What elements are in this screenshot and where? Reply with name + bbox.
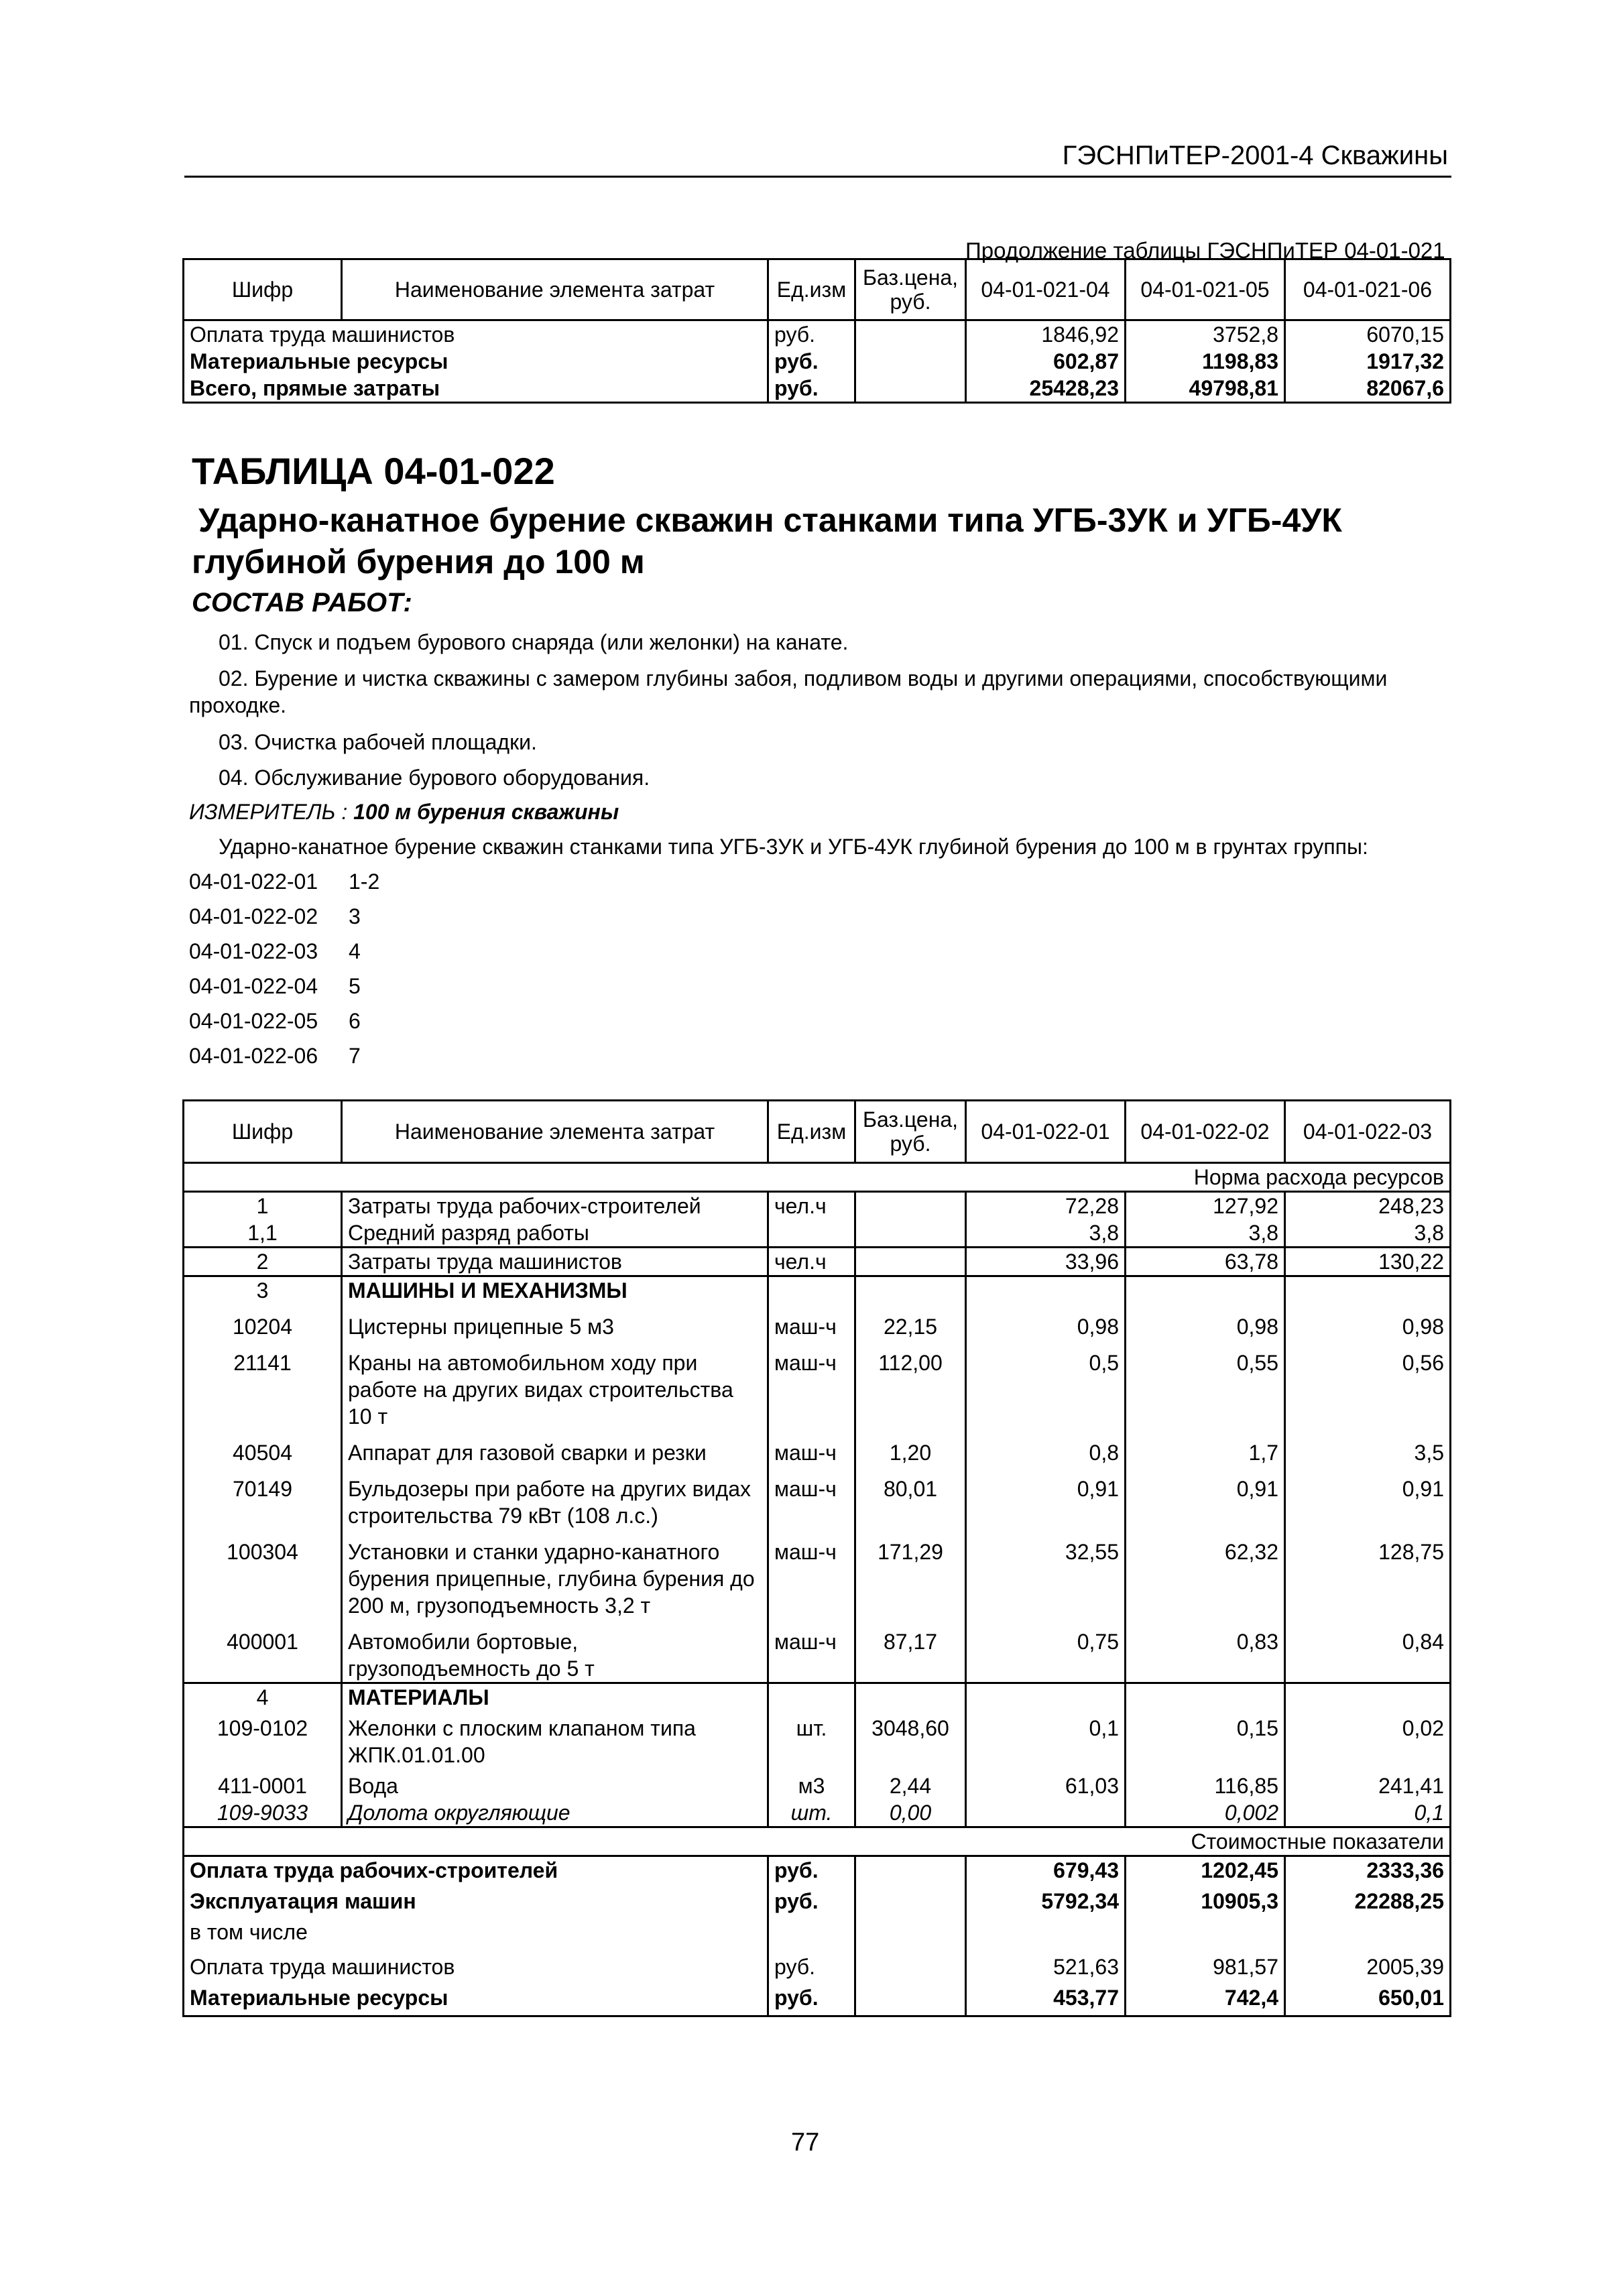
code-value: 04-01-022-04 — [189, 974, 318, 998]
row-price: 87,17 — [855, 1619, 966, 1683]
table-row — [184, 375, 1451, 403]
code-value: 04-01-022-01 — [189, 869, 318, 894]
row-value-1: 5792,34 — [966, 1884, 1126, 1915]
row-value-1: 72,28 — [966, 1192, 1126, 1220]
row-code: 411-0001 — [184, 1768, 342, 1799]
row-code: 1 — [184, 1192, 342, 1220]
norm-section-row — [184, 1163, 1451, 1192]
row-value-3: 3,8 — [1285, 1219, 1451, 1248]
row-price — [855, 1276, 966, 1305]
row-unit: маш-ч — [768, 1430, 855, 1466]
row-price — [855, 1248, 966, 1276]
col-header-name: Наименование элемента затрат — [342, 1101, 768, 1163]
page-number: 77 — [791, 2128, 820, 2157]
page-header-title: ГЭСНПиТЕР-2001-4 Скважины — [1062, 141, 1448, 170]
row-unit: руб. — [768, 348, 855, 375]
code-value: 04-01-022-06 — [189, 1044, 318, 1068]
measurement-label: ИЗМЕРИТЕЛЬ : — [189, 800, 348, 824]
row-value-1: 25428,23 — [966, 375, 1126, 403]
col-header-name: Наименование элемента затрат — [342, 259, 768, 320]
table-row — [184, 348, 1451, 375]
resources-table — [182, 1099, 1451, 2017]
row-value-1: 0,8 — [966, 1430, 1126, 1466]
row-value-1 — [966, 1799, 1126, 1827]
measurement-unit — [189, 800, 619, 825]
row-price: 80,01 — [855, 1466, 966, 1529]
row-value-1: 453,77 — [966, 1980, 1126, 2016]
row-value-2: 0,98 — [1126, 1304, 1285, 1340]
section-heading-row — [184, 1276, 1451, 1305]
row-price: 171,29 — [855, 1529, 966, 1619]
row-value-3 — [1285, 1276, 1451, 1305]
row-name: Установки и станки ударно-канатного бурения прицепные, глубина бурения до 200 м, грузоподъемность 3,2 т — [342, 1529, 768, 1619]
row-value-3: 0,56 — [1285, 1340, 1451, 1430]
row-price — [855, 1192, 966, 1220]
row-value-3: 0,91 — [1285, 1466, 1451, 1529]
row-unit: руб. — [768, 1980, 855, 2016]
group-value: 3 — [349, 904, 361, 928]
row-value-2 — [1126, 1915, 1285, 1945]
row-value-3: 248,23 — [1285, 1192, 1451, 1220]
col-header-price: Баз.цена, руб. — [855, 1101, 966, 1163]
section-heading-row — [184, 1683, 1451, 1711]
row-value-1: 0,75 — [966, 1619, 1126, 1683]
row-value-3: 0,98 — [1285, 1304, 1451, 1340]
row-code: 10204 — [184, 1304, 342, 1340]
col-header-price: Баз.цена, руб. — [855, 259, 966, 320]
row-value-2: 10905,3 — [1126, 1884, 1285, 1915]
row-name: Долота округляющие — [342, 1799, 768, 1827]
row-name: Автомобили бортовые, грузоподъемность до 5 т — [342, 1619, 768, 1683]
table-row — [184, 1248, 1451, 1276]
row-unit: маш-ч — [768, 1340, 855, 1430]
row-name: Желонки с плоским клапаном типа ЖПК.01.01.00 — [342, 1711, 768, 1768]
row-value-3: 82067,6 — [1285, 375, 1451, 403]
measurement-value: 100 м бурения скважины — [353, 800, 619, 824]
row-value-2 — [1126, 1683, 1285, 1711]
col-header-norm-2: 04-01-021-05 — [1126, 259, 1285, 320]
row-price: 2,44 — [855, 1768, 966, 1799]
row-value-2: 0,83 — [1126, 1619, 1285, 1683]
col-header-norm-3: 04-01-022-03 — [1285, 1101, 1451, 1163]
row-name: Материальные ресурсы — [184, 348, 768, 375]
row-value-3: 128,75 — [1285, 1529, 1451, 1619]
row-value-2 — [1126, 1276, 1285, 1305]
row-code: 109-0102 — [184, 1711, 342, 1768]
code-list-item — [189, 1009, 361, 1034]
cost-section-row — [184, 1827, 1451, 1856]
row-price — [855, 1884, 966, 1915]
row-name: Оплата труда рабочих-строителей — [184, 1856, 768, 1884]
row-value-1: 679,43 — [966, 1856, 1126, 1884]
row-unit: маш-ч — [768, 1304, 855, 1340]
code-value: 04-01-022-05 — [189, 1009, 318, 1033]
group-value: 5 — [349, 974, 361, 998]
row-value-3: 3,5 — [1285, 1430, 1451, 1466]
row-code: 21141 — [184, 1340, 342, 1430]
row-code: 2 — [184, 1248, 342, 1276]
table-row — [184, 1219, 1451, 1248]
continuation-caption: Продолжение таблицы ГЭСНПиТЕР 04-01-021 — [965, 238, 1445, 263]
work-step: 01. Спуск и подъем бурового снаряда (или желонки) на канате. — [219, 630, 849, 654]
row-value-2: 981,57 — [1126, 1945, 1285, 1980]
row-unit: руб. — [768, 1856, 855, 1884]
row-price — [855, 375, 966, 403]
row-price: 22,15 — [855, 1304, 966, 1340]
col-header-norm-3: 04-01-021-06 — [1285, 259, 1451, 320]
table-row — [184, 1799, 1451, 1827]
table-subtitle: Ударно-канатное бурение скважин станками типа УГБ-3УК и УГБ-4УК глубиной бурения до 100 м — [192, 501, 1342, 581]
row-value-2: 49798,81 — [1126, 375, 1285, 403]
table-row — [184, 1711, 1451, 1768]
row-value-3: 0,84 — [1285, 1619, 1451, 1683]
row-price — [855, 1945, 966, 1980]
table-row — [184, 1768, 1451, 1799]
row-unit: шт. — [768, 1711, 855, 1768]
row-unit — [768, 1219, 855, 1248]
col-header-unit: Ед.изм — [768, 1101, 855, 1163]
row-unit: руб. — [768, 375, 855, 403]
code-list-item — [189, 1044, 361, 1069]
row-code: 4 — [184, 1683, 342, 1711]
row-value-1: 33,96 — [966, 1248, 1126, 1276]
row-code: 1,1 — [184, 1219, 342, 1248]
row-value-3: 130,22 — [1285, 1248, 1451, 1276]
row-value-1: 0,98 — [966, 1304, 1126, 1340]
row-name: Оплата труда машинистов — [184, 320, 768, 349]
row-value-1: 521,63 — [966, 1945, 1126, 1980]
col-header-norm-1: 04-01-021-04 — [966, 259, 1126, 320]
row-unit: м3 — [768, 1768, 855, 1799]
cost-section-caption: Стоимостные показатели — [184, 1827, 1451, 1856]
row-value-2: 63,78 — [1126, 1248, 1285, 1276]
continuation-table — [182, 258, 1451, 404]
row-value-3 — [1285, 1683, 1451, 1711]
row-price: 0,00 — [855, 1799, 966, 1827]
row-value-2: 0,91 — [1126, 1466, 1285, 1529]
group-value: 6 — [349, 1009, 361, 1033]
row-value-1: 1846,92 — [966, 320, 1126, 349]
section-heading: МАШИНЫ И МЕХАНИЗМЫ — [342, 1276, 768, 1305]
row-unit: маш-ч — [768, 1529, 855, 1619]
work-step: 02. Бурение и чистка скважины с замером глубины забоя, подливом воды и другими операциями, способствующими проходке. — [189, 666, 1388, 717]
row-price: 112,00 — [855, 1340, 966, 1430]
row-name: Краны на автомобильном ходу при работе на других видах строительства 10 т — [342, 1340, 768, 1430]
code-value: 04-01-022-03 — [189, 939, 318, 963]
row-value-1 — [966, 1683, 1126, 1711]
table-row — [184, 1304, 1451, 1340]
continuation-header-row — [184, 259, 1451, 320]
row-value-3: 1917,32 — [1285, 348, 1451, 375]
row-value-1 — [966, 1915, 1126, 1945]
row-price: 1,20 — [855, 1430, 966, 1466]
row-value-2: 742,4 — [1126, 1980, 1285, 2016]
table-title: ТАБЛИЦА 04-01-022 — [192, 450, 555, 492]
table-row — [184, 1915, 1451, 1945]
row-value-1: 0,91 — [966, 1466, 1126, 1529]
row-price — [855, 1219, 966, 1248]
row-name: Затраты труда машинистов — [342, 1248, 768, 1276]
norm-section-caption: Норма расхода ресурсов — [184, 1163, 1451, 1192]
code-list-item — [189, 974, 361, 999]
row-name: Материальные ресурсы — [184, 1980, 768, 2016]
row-name: Цистерны прицепные 5 м3 — [342, 1304, 768, 1340]
table-row — [184, 320, 1451, 349]
code-list-item — [189, 869, 380, 894]
row-name: Аппарат для газовой сварки и резки — [342, 1430, 768, 1466]
table-row — [184, 1430, 1451, 1466]
row-name: Бульдозеры при работе на других видах строительства 79 кВт (108 л.с.) — [342, 1466, 768, 1529]
row-code: 70149 — [184, 1466, 342, 1529]
row-code: 40504 — [184, 1430, 342, 1466]
code-list-item — [189, 939, 361, 964]
group-value: 1-2 — [349, 869, 380, 894]
row-name: Вода — [342, 1768, 768, 1799]
row-price — [855, 1980, 966, 2016]
col-header-norm-1: 04-01-022-01 — [966, 1101, 1126, 1163]
row-value-1: 602,87 — [966, 348, 1126, 375]
row-price — [855, 1683, 966, 1711]
row-value-3: 2333,36 — [1285, 1856, 1451, 1884]
row-value-3: 0,02 — [1285, 1711, 1451, 1768]
row-unit: шт. — [768, 1799, 855, 1827]
row-unit: маш-ч — [768, 1619, 855, 1683]
code-list-item — [189, 904, 361, 929]
row-code: 109-9033 — [184, 1799, 342, 1827]
row-value-2: 127,92 — [1126, 1192, 1285, 1220]
row-value-2: 0,002 — [1126, 1799, 1285, 1827]
row-value-2: 62,32 — [1126, 1529, 1285, 1619]
row-value-1: 61,03 — [966, 1768, 1126, 1799]
table-row — [184, 1980, 1451, 2016]
resources-header-row — [184, 1101, 1451, 1163]
row-value-3: 6070,15 — [1285, 320, 1451, 349]
codes-intro: Ударно-канатное бурение скважин станками типа УГБ-3УК и УГБ-4УК глубиной бурения до 100 м в грунтах группы: — [219, 835, 1368, 859]
row-price — [855, 1915, 966, 1945]
col-header-code: Шифр — [184, 1101, 342, 1163]
row-value-2: 1,7 — [1126, 1430, 1285, 1466]
row-unit — [768, 1683, 855, 1711]
table-row — [184, 1856, 1451, 1884]
row-name: Всего, прямые затраты — [184, 375, 768, 403]
code-value: 04-01-022-02 — [189, 904, 318, 928]
work-step: 03. Очистка рабочей площадки. — [219, 730, 537, 754]
row-name: в том числе — [184, 1915, 768, 1945]
row-value-3: 650,01 — [1285, 1980, 1451, 2016]
col-header-code: Шифр — [184, 259, 342, 320]
table-row — [184, 1529, 1451, 1619]
section-heading: МАТЕРИАЛЫ — [342, 1683, 768, 1711]
row-value-2: 1198,83 — [1126, 348, 1285, 375]
table-row — [184, 1884, 1451, 1915]
row-price — [855, 348, 966, 375]
row-unit: руб. — [768, 1884, 855, 1915]
row-value-3: 2005,39 — [1285, 1945, 1451, 1980]
row-value-2: 116,85 — [1126, 1768, 1285, 1799]
row-name: Затраты труда рабочих-строителей — [342, 1192, 768, 1220]
row-value-2: 0,55 — [1126, 1340, 1285, 1430]
row-value-1: 32,55 — [966, 1529, 1126, 1619]
row-code: 100304 — [184, 1529, 342, 1619]
col-header-norm-2: 04-01-022-02 — [1126, 1101, 1285, 1163]
work-composition-heading: СОСТАВ РАБОТ: — [192, 588, 412, 617]
group-value: 7 — [349, 1044, 361, 1068]
row-unit — [768, 1276, 855, 1305]
row-unit: чел.ч — [768, 1248, 855, 1276]
row-unit: маш-ч — [768, 1466, 855, 1529]
row-name: Оплата труда машинистов — [184, 1945, 768, 1980]
row-value-2: 3,8 — [1126, 1219, 1285, 1248]
row-value-3: 241,41 — [1285, 1768, 1451, 1799]
table-row — [184, 1192, 1451, 1220]
row-price — [855, 1856, 966, 1884]
row-value-3 — [1285, 1915, 1451, 1945]
row-name: Средний разряд работы — [342, 1219, 768, 1248]
table-row — [184, 1466, 1451, 1529]
row-value-2: 0,15 — [1126, 1711, 1285, 1768]
row-value-3: 22288,25 — [1285, 1884, 1451, 1915]
row-name: Эксплуатация машин — [184, 1884, 768, 1915]
row-value-3: 0,1 — [1285, 1799, 1451, 1827]
table-row — [184, 1945, 1451, 1980]
table-row — [184, 1340, 1451, 1430]
group-value: 4 — [349, 939, 361, 963]
work-step: 04. Обслуживание бурового оборудования. — [219, 766, 650, 790]
table-row — [184, 1619, 1451, 1683]
row-value-2: 3752,8 — [1126, 320, 1285, 349]
header-rule — [184, 176, 1451, 178]
row-value-1: 0,5 — [966, 1340, 1126, 1430]
row-unit — [768, 1915, 855, 1945]
row-unit: руб. — [768, 1945, 855, 1980]
col-header-unit: Ед.изм — [768, 259, 855, 320]
row-unit: чел.ч — [768, 1192, 855, 1220]
row-code: 400001 — [184, 1619, 342, 1683]
row-price: 3048,60 — [855, 1711, 966, 1768]
row-code: 3 — [184, 1276, 342, 1305]
row-value-1: 0,1 — [966, 1711, 1126, 1768]
row-unit: руб. — [768, 320, 855, 349]
row-value-1: 3,8 — [966, 1219, 1126, 1248]
row-price — [855, 320, 966, 349]
row-value-1 — [966, 1276, 1126, 1305]
row-value-2: 1202,45 — [1126, 1856, 1285, 1884]
